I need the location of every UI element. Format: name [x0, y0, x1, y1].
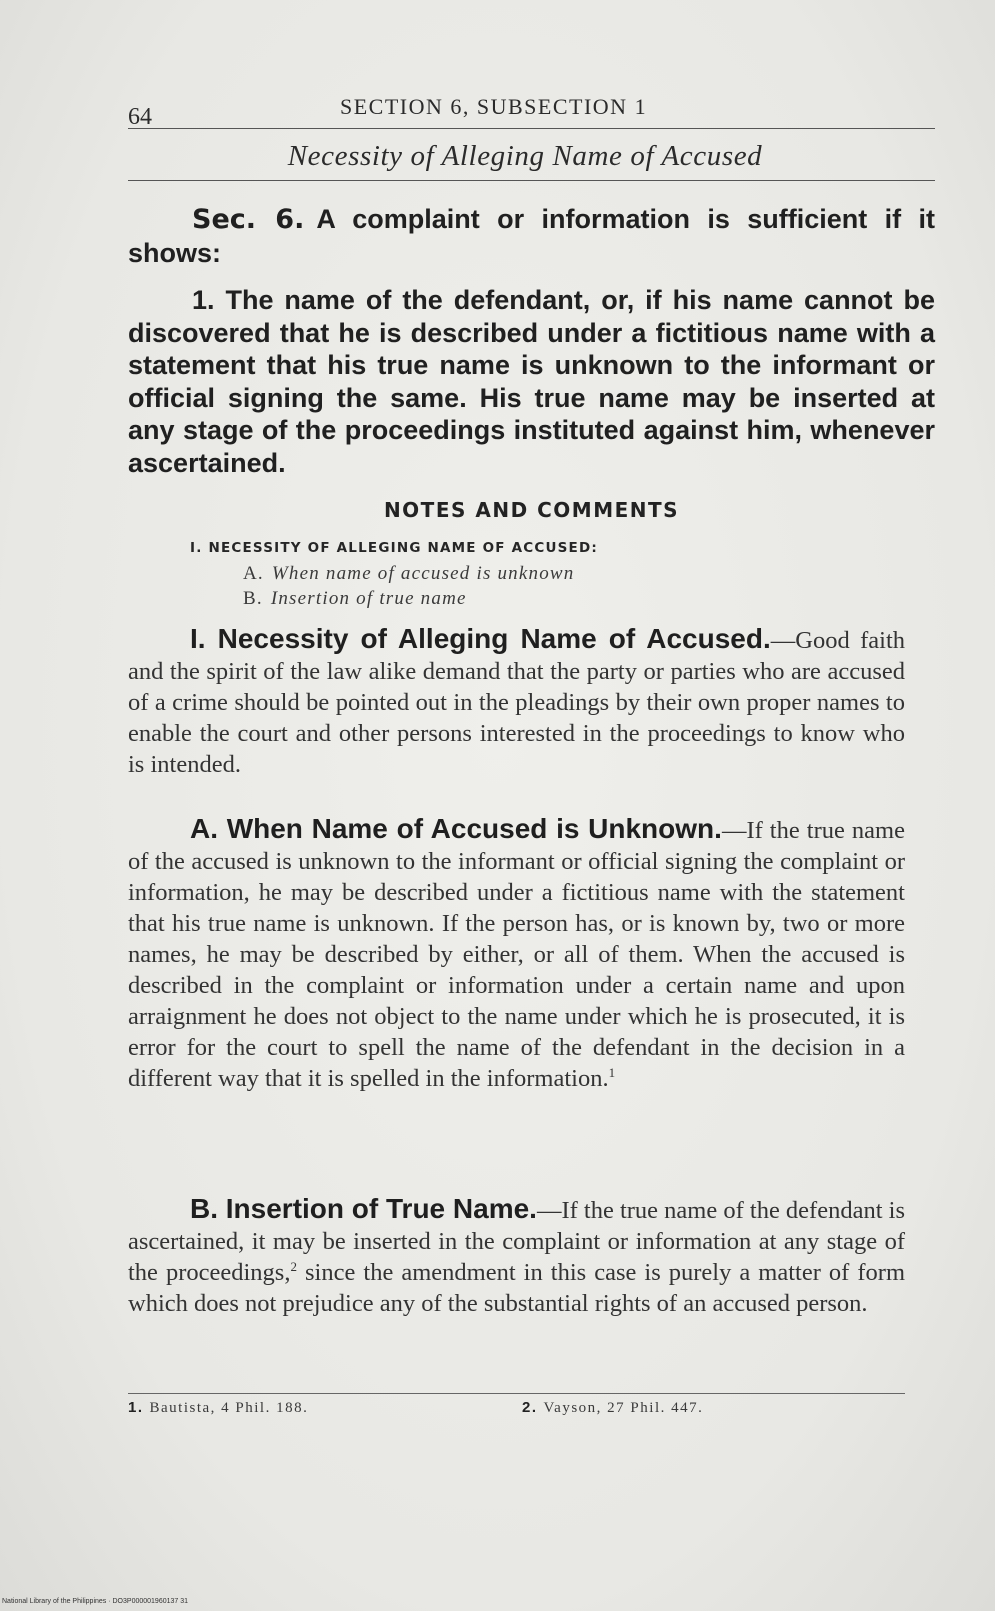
section-a-text: —If the true name of the accused is unknown to the informant or official signing the complaint or information, he may be described under a fictitious name with the statement that his true name is unknown. If the person has, or is known by, two or more names, he may be described by either, or all of them. When the accused is described in the complaint or information under a certain name and upon arraignment he does not object to the name under which he is prosecuted, it is error for the court to spell the name of the defendant in the decision in a different way that it is spelled in the information.: [128, 817, 905, 1092]
footnote-ref-1: 1: [608, 1064, 616, 1080]
outline-main-item: I. NECESSITY OF ALLEGING NAME OF ACCUSED:: [190, 540, 598, 556]
footnote-1-number: 1.: [128, 1399, 144, 1416]
section-1-heading: I. Necessity of Alleging Name of Accused.: [190, 623, 771, 654]
section-1-paragraph: [128, 623, 905, 780]
rule-intro: [128, 203, 935, 269]
outline-sub-item-a: [243, 563, 575, 585]
section-b-heading: B. Insertion of True Name.: [190, 1193, 537, 1224]
footnote-2: [522, 1399, 703, 1417]
page-number: 64: [128, 104, 152, 130]
section-a-heading: A. When Name of Accused is Unknown.: [190, 813, 722, 844]
footnote-2-text: Vayson, 27 Phil. 447.: [543, 1400, 704, 1416]
section-subtitle: Necessity of Alleging Name of Accused: [287, 140, 763, 172]
outline-b-letter: B.: [243, 588, 263, 609]
outline-a-letter: A.: [243, 563, 264, 584]
header-bottom-rule: [128, 180, 935, 181]
outline-a-text: When name of accused is unknown: [271, 563, 575, 584]
running-head: SECTION 6, SUBSECTION 1: [340, 94, 648, 119]
footnote-ref-2: 2: [290, 1258, 297, 1274]
section-b-paragraph: [128, 1193, 905, 1319]
library-stamp: National Library of the Philippines · DO3P000001960137 31: [2, 1598, 189, 1605]
header-top-rule: [128, 128, 935, 129]
section-label: Sec. 6.: [192, 204, 305, 235]
section-b-text-1: —If the true name of the defendant is ascertained, it may be inserted in the complaint or information at any stage of the proceedings,: [128, 1197, 905, 1286]
section-a-paragraph: [128, 813, 905, 1094]
rule-intro-text: A complaint or information is sufficient if it shows:: [128, 204, 935, 268]
section-1-text: —Good faith and the spirit of the law alike demand that the party or parties who are accused of a crime should be pointed out in the pleadings by their own proper names to enable the court and other persons interested in the proceedings to know who is intended.: [128, 627, 906, 778]
footnote-1-text: Bautista, 4 Phil. 188.: [149, 1400, 309, 1416]
rule-item-1: [128, 284, 935, 479]
footnote-1: [128, 1399, 308, 1417]
rule-item-1-text: 1. The name of the defendant, or, if his name cannot be discovered that he is described under a fictitious name with a statement that his true name is unknown to the informant or official signing the same. His true name may be inserted at any stage of the proceedings instituted against him, whenever ascertained.: [128, 285, 935, 478]
section-b-text-2: since the amendment in this case is purely a matter of form which does not prejudice any of the substantial rights of an accused person.: [128, 1259, 905, 1317]
outline-sub-item-b: [243, 588, 467, 610]
notes-heading: NOTES AND COMMENTS: [383, 498, 680, 522]
footnote-rule: [128, 1393, 905, 1394]
outline-b-text: Insertion of true name: [270, 588, 467, 609]
footnote-2-number: 2.: [522, 1399, 538, 1416]
